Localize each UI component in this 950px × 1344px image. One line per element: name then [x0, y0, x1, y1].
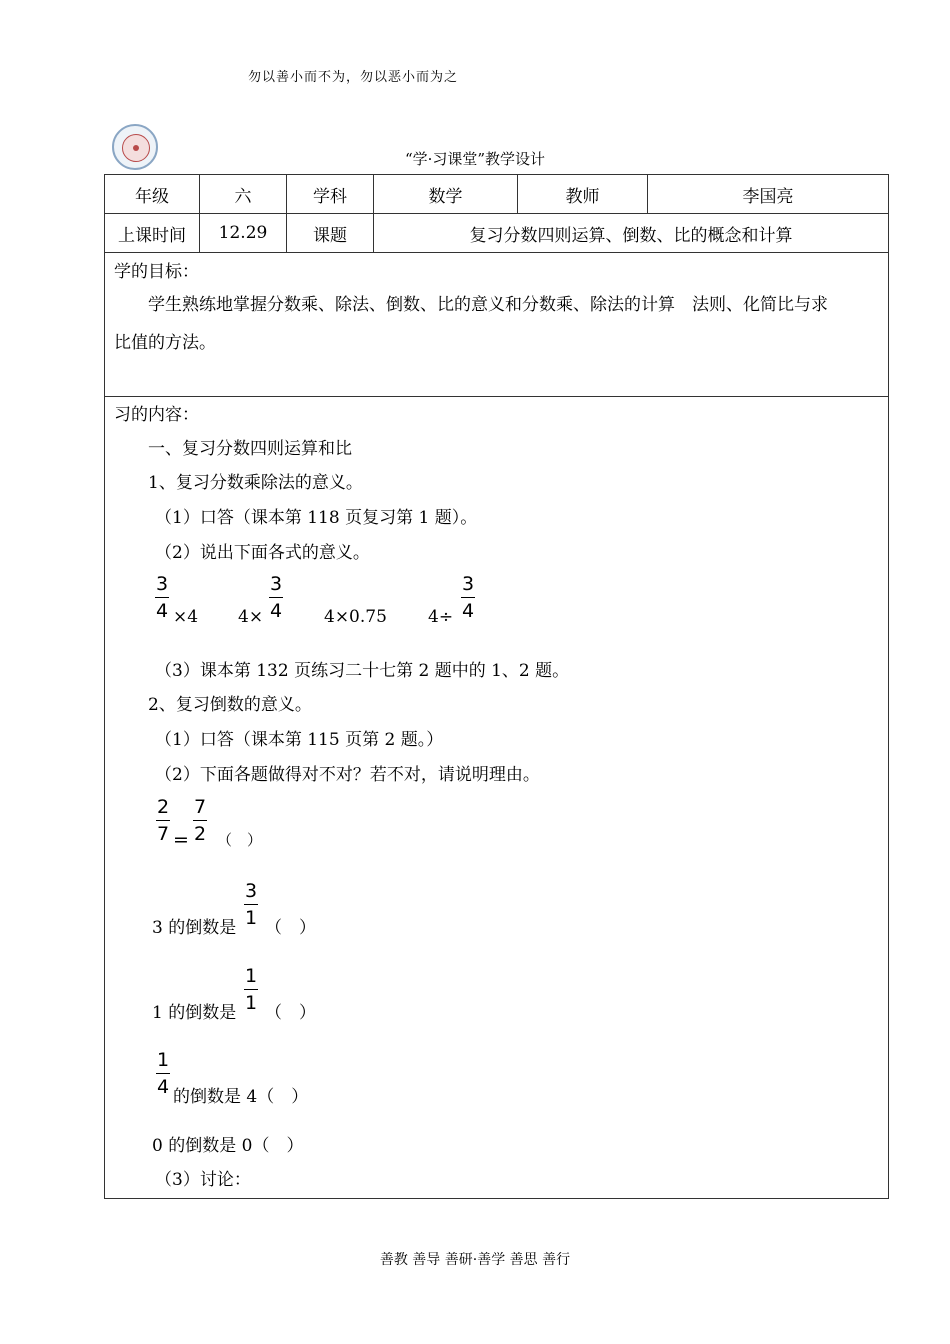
fraction-3-4: $\frac{3}{4}$	[462, 573, 475, 622]
expr-2-head: 4×	[238, 607, 264, 627]
teacher-label: 教师	[518, 175, 648, 214]
grade-label: 年级	[105, 175, 200, 214]
item-2a: （1）口答（课本第 115 页第 2 题。）	[155, 730, 444, 750]
goals-heading: 学的目标：	[114, 262, 199, 282]
fraction-7-2: $\frac{7}{2}$	[194, 796, 207, 845]
expr-1-tail: ×4	[173, 607, 199, 627]
goals-text-line2: 比值的方法。	[114, 333, 216, 353]
judge-3-text: 1 的倒数是	[152, 1003, 237, 1023]
content-section	[104, 396, 889, 1199]
footer-slogan: 善教 善导 善研·善学 善思 善行	[379, 1252, 571, 1268]
section-1-title: 一、复习分数四则运算和比	[148, 439, 352, 459]
item-1a: （1）口答（课本第 118 页复习第 1 题）。	[155, 508, 478, 528]
info-table	[104, 174, 889, 253]
item-2c: （3）讨论：	[155, 1170, 251, 1190]
item-1-title: 1、复习分数乘除法的意义。	[148, 473, 363, 493]
item-1c: （3）课本第 132 页练习二十七第 2 题中的 1、2 题。	[155, 661, 570, 681]
topic-label: 课题	[287, 214, 374, 253]
document-title: “学·习课堂”教学设计	[404, 150, 546, 168]
equals-sign: =	[173, 829, 189, 851]
item-2-title: 2、复习倒数的意义。	[148, 695, 312, 715]
time-label: 上课时间	[105, 214, 200, 253]
subject-label: 学科	[287, 175, 374, 214]
fraction-1-1: $\frac{1}{1}$	[245, 965, 258, 1014]
item-2b: （2）下面各题做得对不对？若不对，请说明理由。	[155, 765, 540, 785]
table-row	[105, 214, 889, 253]
subject-value: 数学	[374, 175, 518, 214]
judge-5-text: 0 的倒数是 0（ ）	[152, 1136, 304, 1156]
content-heading: 习的内容：	[114, 405, 199, 425]
teacher-value: 李国亮	[648, 175, 889, 214]
topic-value: 复习分数四则运算、倒数、比的概念和计算	[374, 214, 889, 253]
table-row	[105, 175, 889, 214]
time-value: 12.29	[200, 214, 287, 253]
goals-section	[104, 252, 889, 397]
answer-paren: （ ）	[265, 918, 316, 938]
fraction-3-4: $\frac{3}{4}$	[156, 573, 169, 622]
motto: 勿以善小而不为，勿以恶小而为之	[248, 70, 459, 85]
goals-text-line1: 学生熟练地掌握分数乘、除法、倒数、比的意义和分数乘、除法的计算 法则、化简比与求	[148, 295, 828, 315]
judge-4-text: 的倒数是 4（ ）	[173, 1087, 309, 1107]
fraction-2-7: $\frac{2}{7}$	[157, 796, 170, 845]
fraction-3-1: $\frac{3}{1}$	[245, 880, 258, 929]
item-1b: （2）说出下面各式的意义。	[155, 543, 370, 563]
expr-4-head: 4÷	[428, 607, 454, 627]
expr-3: 4×0.75	[324, 607, 387, 627]
fraction-1-4: $\frac{1}{4}$	[157, 1049, 170, 1098]
fraction-3-4: $\frac{3}{4}$	[270, 573, 283, 622]
answer-paren: （ ）	[265, 1003, 316, 1023]
judge-2-text: 3 的倒数是	[152, 918, 237, 938]
answer-paren: （ ）	[217, 831, 263, 849]
grade-value: 六	[200, 175, 287, 214]
